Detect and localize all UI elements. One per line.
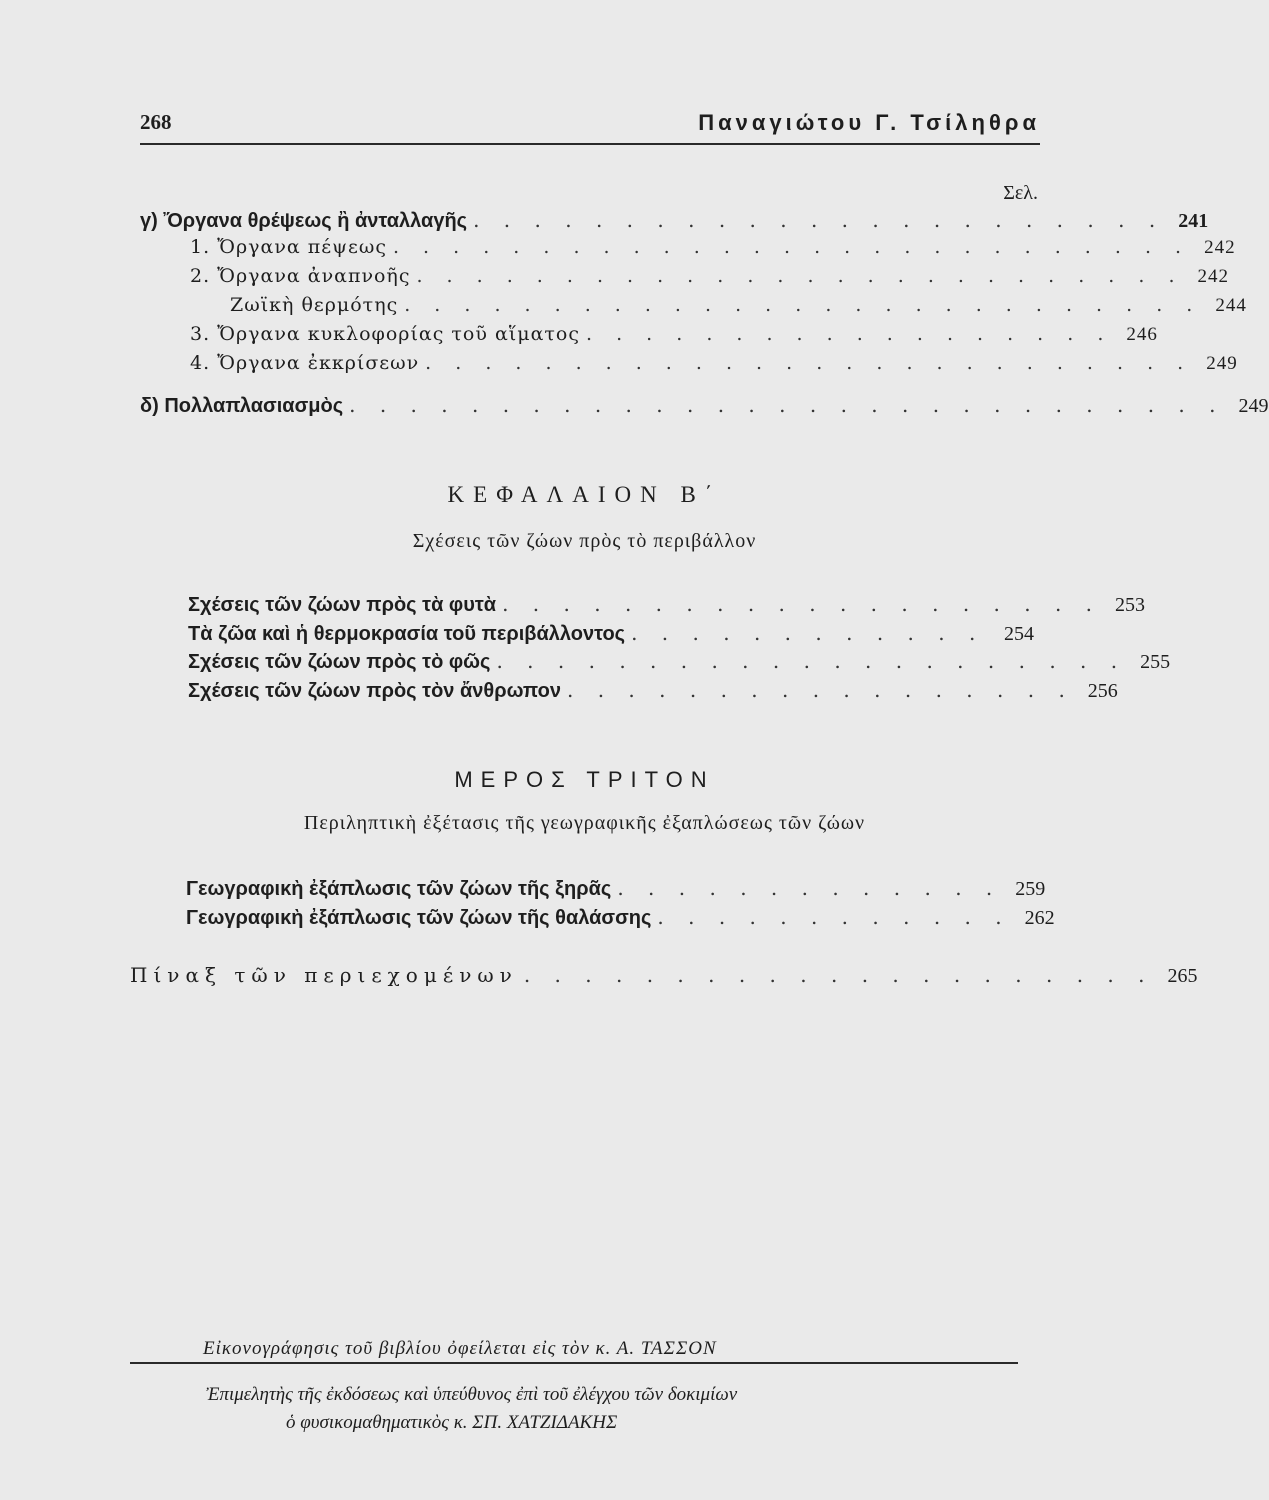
running-title: Παναγιώτου Γ. Τσίληθρα — [698, 110, 1040, 135]
toc-entry-label: Ζωϊκὴ θερμότης — [230, 294, 399, 316]
toc-entry-label: Σχέσεις τῶν ζώων πρὸς τὰ φυτὰ — [188, 594, 497, 616]
toc-entry — [190, 236, 1236, 264]
toc-entry — [188, 678, 1118, 706]
toc-page-number: 249 — [1206, 353, 1238, 374]
toc-entry — [186, 876, 1046, 904]
toc-page-number: 244 — [1215, 295, 1247, 316]
toc-leader-dots: . . . . . . . . . . . . . . . . . . . . . . . — [473, 208, 1165, 232]
toc-page-number: 259 — [1015, 878, 1046, 900]
editor-credit-line1: Ἐπιμελητὴς τῆς ἐκδόσεως καὶ ὑπεύθυνος ἐπὶ τοῦ ἐλέγχου τῶν δοκιμίων — [206, 1384, 738, 1405]
toc-entry — [190, 352, 1238, 380]
part-subtitle: Περιληπτικὴ ἐξέτασις τῆς γεωγραφικῆς ἐξαπλώσεως τῶν ζώων — [303, 812, 866, 834]
toc-entry — [188, 621, 1034, 649]
toc-entry-section-d — [140, 393, 1269, 421]
toc-page-number: 249 — [1238, 395, 1269, 417]
toc-entry-index — [130, 963, 1198, 991]
toc-leader-dots: . . . . . . . . . . . . . . . . . . . . — [502, 592, 1102, 616]
toc-leader-dots: . . . . . . . . . . . . . . . . . . . . . . . . . . — [416, 265, 1184, 287]
toc-leader-dots: . . . . . . . . . . . . . . . . . . . . . — [496, 649, 1127, 673]
toc-leader-dots: . . . . . . . . . . . . — [631, 621, 985, 645]
toc-entry-label: 4. Ὄργανα ἐκκρίσεων — [190, 352, 420, 374]
toc-entry — [230, 294, 1247, 322]
toc-page-number: 255 — [1140, 651, 1171, 673]
toc-entry — [188, 649, 1171, 677]
toc-leader-dots: . . . . . . . . . . . . . . . . . . . . . . . . . . — [425, 352, 1193, 374]
toc-entry — [186, 905, 1055, 933]
toc-entry-section-g — [140, 208, 1209, 236]
toc-leader-dots: . . . . . . . . . . . . . — [617, 876, 1002, 900]
toc-entry — [190, 265, 1229, 293]
toc-entry-label: 1. Ὄργανα πέψεως — [190, 236, 387, 258]
chapter-subtitle: Σχέσεις τῶν ζώων πρὸς τὸ περιβάλλον — [412, 530, 757, 552]
toc-leader-dots: . . . . . . . . . . . . . . . . . . . . . — [523, 963, 1154, 987]
page-column-label: Σελ. — [1003, 182, 1038, 204]
toc-entry-label: 2. Ὄργανα ἀναπνοῆς — [190, 265, 411, 287]
header-rule — [140, 143, 1040, 145]
toc-page-number: 246 — [1126, 324, 1158, 345]
toc-entry-label: Γεωγραφικὴ ἐξάπλωσις τῶν ζώων τῆς θαλάσσης — [186, 907, 652, 929]
toc-page-number: 262 — [1024, 907, 1055, 929]
credits-rule — [130, 1362, 1018, 1364]
toc-leader-dots: . . . . . . . . . . . . . . . . . — [567, 678, 1074, 702]
toc-leader-dots: . . . . . . . . . . . . — [657, 905, 1011, 929]
toc-entry-label: δ) Πολλαπλασιασμὸς — [140, 395, 344, 417]
editor-credit-line2: ὁ φυσικομαθηματικὸς κ. ΣΠ. ΧΑΤΖΙΔΑΚΗΣ — [286, 1412, 618, 1433]
chapter-heading: ΚΕΦΑΛΑΙΟΝ Β΄ — [447, 482, 722, 507]
toc-leader-dots: . . . . . . . . . . . . . . . . . . . . . . . . . . . — [404, 294, 1202, 316]
toc-page-number: 253 — [1115, 594, 1146, 616]
toc-page-number: 242 — [1204, 237, 1236, 258]
toc-entry-label: 3. Ὄργανα κυκλοφορίας τοῦ αἵματος — [190, 323, 580, 345]
toc-entry-label: Σχέσεις τῶν ζώων πρὸς τὸ φῶς — [188, 651, 491, 673]
page-header — [140, 110, 1040, 144]
toc-page-number: 265 — [1167, 965, 1198, 987]
part-heading: ΜΕΡΟΣ ΤΡΙΤΟΝ — [454, 767, 715, 792]
toc-entry-label: Τὰ ζῶα καὶ ἡ θερμοκρασία τοῦ περιβάλλοντος — [188, 623, 626, 645]
illustration-credit: Εἰκονογράφησις τοῦ βιβλίου ὀφείλεται εἰς τὸν κ. Α. ΤΑΣΣΟΝ — [203, 1338, 717, 1359]
page-number: 268 — [140, 110, 172, 134]
toc-entry — [190, 323, 1158, 351]
toc-leader-dots: . . . . . . . . . . . . . . . . . . . . . . . . . . . — [392, 236, 1191, 258]
toc-entry — [188, 592, 1146, 620]
toc-page-number: 256 — [1087, 680, 1118, 702]
toc-page-number: 254 — [1004, 623, 1034, 645]
toc-entry-label: Πίναξ τῶν περιεχομένων — [130, 963, 518, 987]
toc-page-number: 241 — [1178, 210, 1209, 232]
toc-entry-label: Σχέσεις τῶν ζώων πρὸς τὸν ἄνθρωπον — [188, 680, 561, 702]
toc-entry-label: γ) Ὄργανα θρέψεως ἢ ἀνταλλαγῆς — [140, 210, 468, 232]
toc-entry-label: Γεωγραφικὴ ἐξάπλωσις τῶν ζώων τῆς ξηρᾶς — [186, 878, 612, 900]
toc-page-number: 242 — [1197, 266, 1229, 287]
toc-leader-dots: . . . . . . . . . . . . . . . . . . — [586, 323, 1113, 345]
toc-leader-dots: . . . . . . . . . . . . . . . . . . . . . . . . . . . . . — [349, 393, 1225, 417]
